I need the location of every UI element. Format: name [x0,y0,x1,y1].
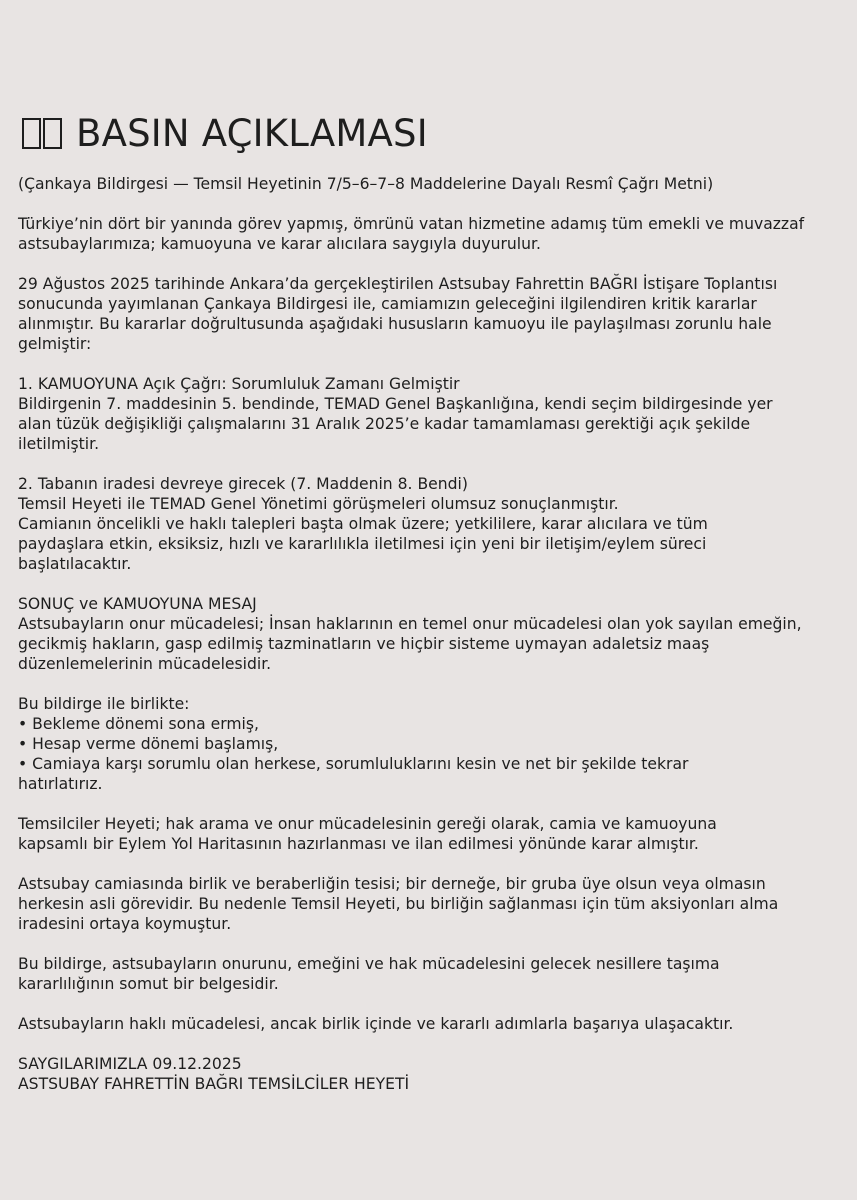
text-line: Astsubayların onur mücadelesi; İnsan haklarının en temel onur mücadelesi olan yok sayılan emeğin, [18,615,802,633]
text-line: alınmıştır. Bu kararlar doğrultusunda aşağıdaki hususların kamuoyu ile paylaşılması zorunlu hale [18,315,772,333]
press-release-document [18,108,842,1094]
signature-name: ASTSUBAY FAHRETTİN BAĞRI TEMSİLCİLER HEYETİ [18,1075,410,1093]
text-line: iradesini ortaya koymuştur. [18,915,232,933]
text-line: Astsubayların haklı mücadelesi, ancak birlik içinde ve kararlı adımlarla başarıya ulaşacaktır. [18,1015,734,1033]
intro-paragraph [18,214,842,254]
text-line: Temsilciler Heyeti; hak arama ve onur mücadelesinin gereği olarak, camia ve kamuoyuna [18,815,717,833]
subtitle: (Çankaya Bildirgesi — Temsil Heyetinin 7/5–6–7–8 Maddelerine Dayalı Resmî Çağrı Metni) [18,175,714,193]
text-line: gecikmiş hakların, gasp edilmiş tazminatların ve hiçbir sisteme uymayan adaletsiz maaş [18,635,710,653]
missing-glyph-box [43,118,62,149]
text-line: düzenlemelerinin mücadelesidir. [18,655,272,673]
list-item: • Camiaya karşı sorumlu olan herkese, sorumluluklarını kesin ve net bir şekilde tekrar [18,755,689,773]
page-title: BASIN AÇIKLAMASI [76,111,428,155]
header [22,108,842,158]
section-heading: 1. KAMUOYUNA Açık Çağrı: Sorumluluk Zamanı Gelmiştir [18,375,460,393]
text-line: Bildirgenin 7. maddesinin 5. bendinde, TEMAD Genel Başkanlığına, kendi seçim bildirgesinde yer [18,395,773,413]
text-line: gelmiştir: [18,335,92,353]
text-line: Camianın öncelikli ve haklı talepleri başta olmak üzere; yetkililere, karar alıcılara ve tüm [18,515,708,533]
section-heading: 2. Tabanın iradesi devreye girecek (7. Maddenin 8. Bendi) [18,475,468,493]
text-line: kapsamlı bir Eylem Yol Haritasının hazırlanması ve ilan edilmesi yönünde karar almıştır. [18,835,699,853]
list-item: • Bekleme dönemi sona ermiş, [18,715,259,733]
text-line: Astsubay camiasında birlik ve beraberliğin tesisi; bir derneğe, bir gruba üye olsun veya olmasın [18,875,766,893]
text-line: herkesin asli görevidir. Bu nedenle Temsil Heyeti, bu birliğin sağlanması için tüm aksiyonları alma [18,895,779,913]
document-note-paragraph [18,954,842,994]
text-line: 29 Ağustos 2025 tarihinde Ankara’da gerçekleştirilen Astsubay Fahrettin BAĞRI İstişare Toplantısı [18,275,778,293]
section-1-paragraph [18,374,842,454]
closing-paragraph [18,1014,842,1034]
section-2-paragraph [18,474,842,574]
text-line: hatırlatırız. [18,775,103,793]
text-line: kararlılığının somut bir belgesidir. [18,975,279,993]
bullet-list-paragraph [18,694,842,794]
text-line: Bu bildirge, astsubayların onurunu, emeğini ve hak mücadelesini gelecek nesillere taşıma [18,955,720,973]
conclusion-paragraph [18,594,842,674]
signature-block [18,1054,842,1094]
missing-glyph-box [22,118,41,149]
text-line: Temsil Heyeti ile TEMAD Genel Yönetimi görüşmeleri olumsuz sonuçlanmıştır. [18,495,619,513]
turkish-flag-emoji-icon [22,118,62,149]
text-line: sonucunda yayımlanan Çankaya Bildirgesi ile, camiamızın geleceğini ilgilendiren kritik kararlar [18,295,757,313]
text-line: alan tüzük değişikliği çalışmalarını 31 Aralık 2025’e kadar tamamlaması gerektiği açık şekilde [18,415,751,433]
text-line: Türkiye’nin dört bir yanında görev yapmış, ömrünü vatan hizmetine adamış tüm emekli ve muvazzaf [18,215,805,233]
text-line: başlatılacaktır. [18,555,132,573]
roadmap-paragraph [18,814,842,854]
list-item: • Hesap verme dönemi başlamış, [18,735,279,753]
text-line: astsubaylarımıza; kamuoyuna ve karar alıcılara saygıyla duyurulur. [18,235,541,253]
list-intro: Bu bildirge ile birlikte: [18,695,190,713]
text-line: iletilmiştir. [18,435,100,453]
unity-paragraph [18,874,842,934]
text-line: paydaşlara etkin, eksiksiz, hızlı ve kararlılıkla iletilmesi için yeni bir iletişim/eylem süreci [18,535,707,553]
section-heading: SONUÇ ve KAMUOYUNA MESAJ [18,595,257,613]
context-paragraph [18,274,842,354]
signature-date: SAYGILARIMIZLA 09.12.2025 [18,1055,242,1073]
